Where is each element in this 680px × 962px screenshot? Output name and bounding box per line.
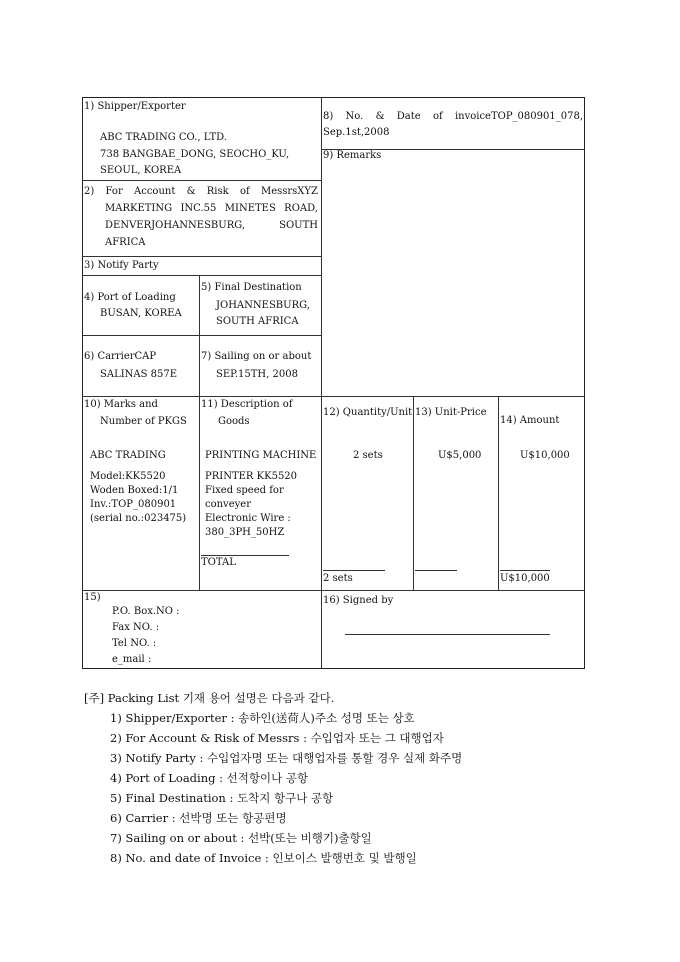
- shipper-line: 738 BANGBAE_DONG, SEOCHO_KU,: [100, 149, 290, 160]
- desc-detail: conveyer: [205, 499, 251, 510]
- rule-carrier-bottom: [83, 396, 585, 397]
- total-rule-price: [415, 570, 457, 571]
- account-word: DENVERJOHANNESBURG,: [105, 220, 246, 231]
- signed-label: 16) Signed by: [323, 595, 394, 606]
- note-item: 8) No. and date of Invoice : 인보이스 발행번호 및 발행일: [110, 851, 417, 865]
- marks-detail: (serial no.:023475): [90, 513, 187, 524]
- account-word: Account: [134, 186, 176, 197]
- marks-header: Number of PKGS: [100, 416, 187, 427]
- desc-detail: Fixed speed for: [205, 485, 284, 496]
- carrier-label: 6) CarrierCAP: [84, 351, 157, 362]
- note-item: 6) Carrier : 선박명 또는 항공편명: [110, 811, 287, 825]
- total-quantity: 2 sets: [323, 573, 353, 584]
- invoice-word: invoiceTOP_080901_078,: [454, 111, 583, 122]
- note-item: 3) Notify Party : 수입업자명 또는 대행업자를 통할 경우 실제 화주명: [110, 751, 463, 765]
- packing-list-form: [82, 97, 585, 669]
- sailing-label: 7) Sailing on or about: [201, 351, 312, 362]
- account-line-3: [105, 218, 318, 234]
- rule-qty-price: [413, 396, 414, 590]
- note-item: 7) Sailing on or about : 선박(또는 비행기)출항일: [110, 831, 372, 845]
- desc-main: PRINTING MACHINE: [205, 450, 317, 461]
- destination-value: JOHANNESBURG,: [216, 300, 310, 311]
- amount-value: U$10,000: [520, 450, 570, 461]
- rule-account-bottom: [83, 256, 321, 257]
- note-item: 4) Port of Loading : 선적항이나 공항: [110, 771, 309, 785]
- desc-header: 11) Description of: [201, 399, 293, 410]
- rule-loading-bottom: [83, 335, 321, 336]
- desc-detail: Electronic Wire :: [205, 513, 291, 524]
- glossary-notes: [84, 688, 604, 868]
- invoice-word: Date: [396, 111, 421, 122]
- invoice-word: of: [432, 111, 443, 122]
- invoice-word: &: [375, 111, 385, 122]
- desc-detail: 380_3PH_50HZ: [205, 527, 285, 538]
- account-word: MARKETING: [105, 203, 173, 214]
- notify-label: 3) Notify Party: [84, 260, 159, 271]
- account-word: Risk: [206, 186, 229, 197]
- shipper-line: ABC TRADING CO., LTD.: [100, 132, 228, 143]
- total-label: TOTAL: [201, 557, 236, 568]
- shipper-label: 1) Shipper/Exporter: [84, 101, 186, 112]
- account-word: For: [105, 186, 123, 197]
- account-line-4: AFRICA: [105, 237, 146, 248]
- note-item: 1) Shipper/Exporter : 송하인(送荷人)주소 성명 또는 상호: [110, 711, 415, 725]
- rule-price-amount: [498, 396, 499, 590]
- note-item: 2) For Account & Risk of Messrs : 수입업자 또는 그 대행업자: [110, 731, 444, 745]
- contact-fax: Fax NO. :: [112, 622, 160, 633]
- account-word: of: [239, 186, 250, 197]
- marks-detail: Model:KK5520: [90, 471, 166, 482]
- notes-heading: [주] Packing List 기재 용어 설명은 다음과 같다.: [84, 691, 335, 705]
- account-word: MessrsXYZ: [260, 186, 318, 197]
- signature-line: [345, 634, 550, 635]
- remarks-label: 9) Remarks: [323, 150, 382, 161]
- unit-price-value: U$5,000: [438, 450, 482, 461]
- quantity-value: 2 sets: [353, 450, 383, 461]
- invoice-word: No.: [345, 111, 364, 122]
- desc-header: Goods: [218, 416, 250, 427]
- rule-goods-bottom: [83, 590, 585, 591]
- rule-left-right-split: [321, 98, 322, 669]
- destination-label: 5) Final Destination: [201, 282, 302, 293]
- qty-header: 12) Quantity/Unit: [323, 407, 413, 418]
- invoice-date: Sep.1st,2008: [323, 127, 390, 138]
- unit-price-header: 13) Unit-Price: [415, 407, 487, 418]
- invoice-word: 8): [323, 111, 334, 122]
- account-word: ROAD,: [284, 203, 318, 214]
- marks-detail: Inv.:TOP_080901: [90, 499, 177, 510]
- carrier-value: SALINAS 857E: [100, 369, 178, 380]
- contact-label: 15): [84, 592, 101, 603]
- sailing-value: SEP.15TH, 2008: [216, 369, 298, 380]
- invoice-line-1: [323, 109, 583, 125]
- marks-detail: Woden Boxed:1/1: [90, 485, 179, 496]
- account-word: 2): [84, 186, 95, 197]
- amount-header: 14) Amount: [500, 415, 560, 426]
- marks-main: ABC TRADING: [90, 450, 166, 461]
- account-line-2: [105, 201, 318, 217]
- loading-value: BUSAN, KOREA: [100, 308, 182, 319]
- account-line-1: [84, 184, 318, 200]
- rule-marks-desc: [199, 396, 200, 590]
- account-word: INC.55: [180, 203, 217, 214]
- total-amount: U$10,000: [500, 573, 550, 584]
- contact-pobox: P.O. Box.NO :: [112, 606, 180, 617]
- rule-loading-destination: [199, 275, 200, 396]
- account-word: &: [186, 186, 196, 197]
- rule-notify-bottom: [83, 275, 321, 276]
- account-word: SOUTH: [279, 220, 318, 231]
- account-word: MINETES: [224, 203, 276, 214]
- shipper-line: SEOUL, KOREA: [100, 165, 182, 176]
- note-item: 5) Final Destination : 도착지 항구나 공항: [110, 791, 334, 805]
- marks-header: 10) Marks and: [84, 399, 158, 410]
- desc-detail: PRINTER KK5520: [205, 471, 298, 482]
- contact-tel: Tel NO. :: [112, 638, 157, 649]
- destination-value: SOUTH AFRICA: [216, 316, 299, 327]
- rule-shipper-bottom: [83, 180, 321, 181]
- contact-email: e_mail :: [112, 654, 152, 665]
- loading-label: 4) Port of Loading: [84, 292, 176, 303]
